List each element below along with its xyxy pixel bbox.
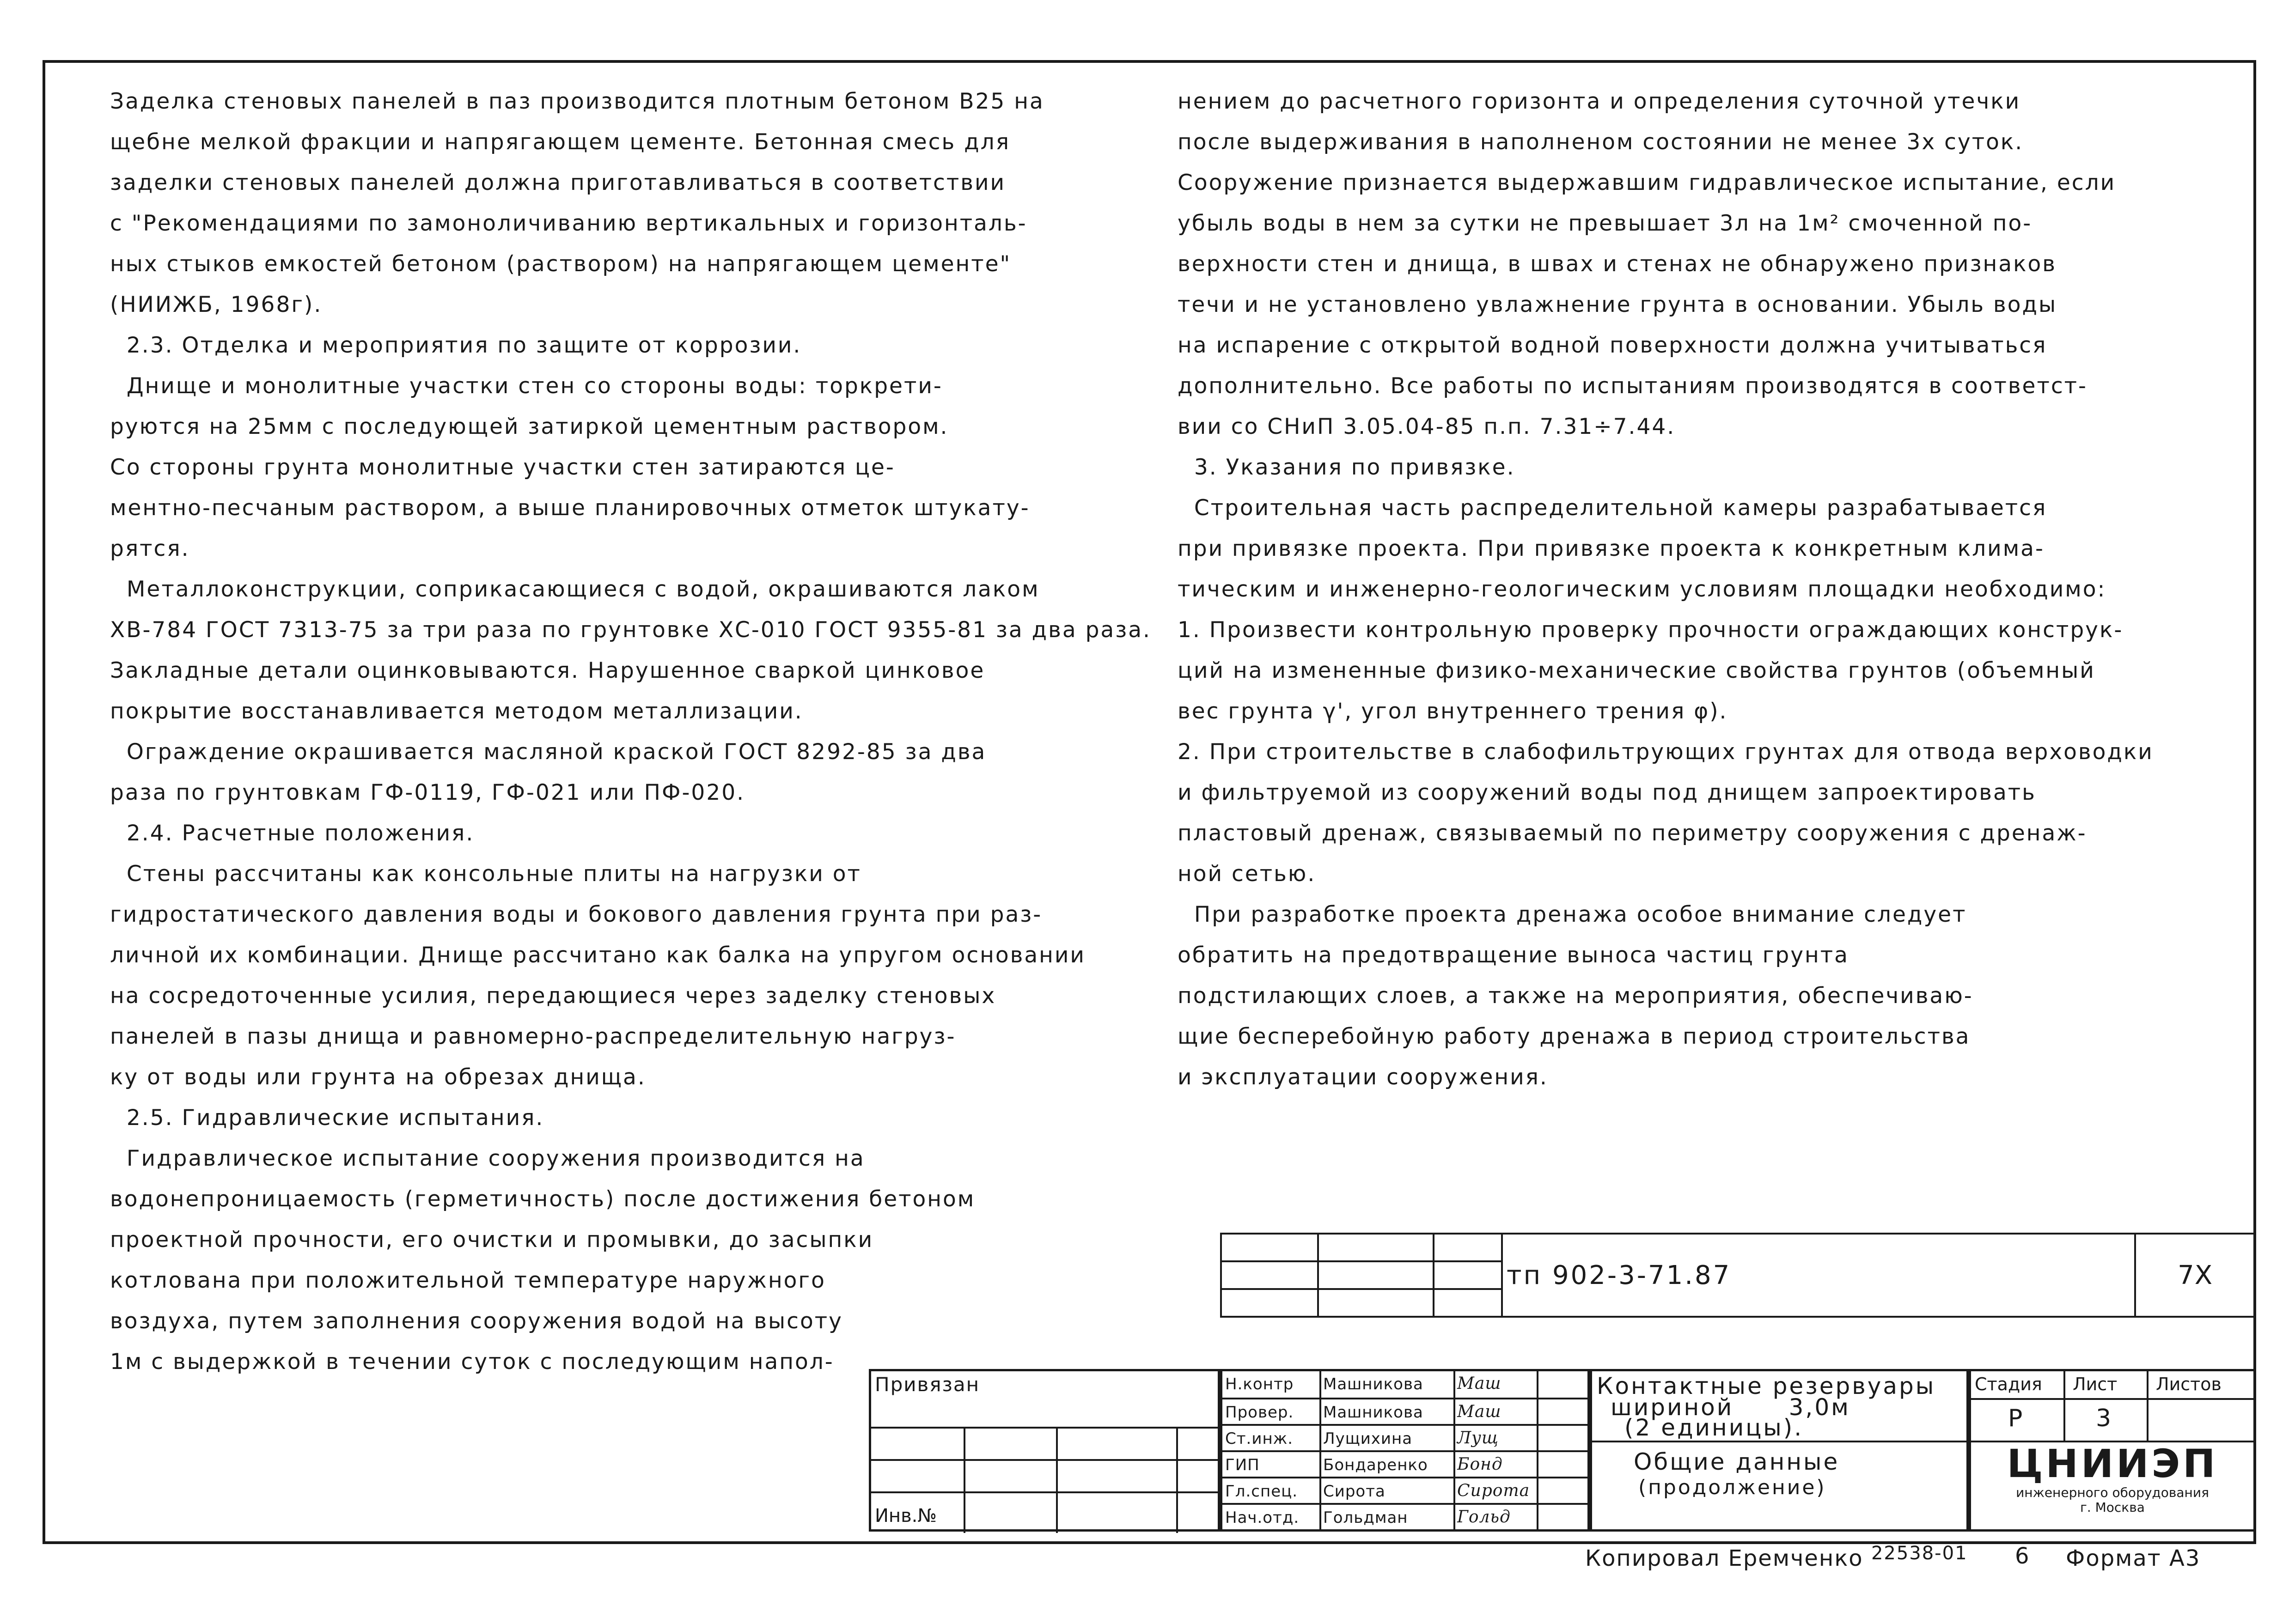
text-line: Гидравлическое испытание сооружения производится на [110, 1146, 865, 1171]
text-line: 2.3. Отделка и мероприятия по защите от коррозии. [110, 333, 802, 358]
text-line: Металлоконструкции, соприкасающиеся с водой, окрашиваются лаком [110, 577, 1040, 602]
text-line: при привязке проекта. При привязке проекта к конкретным клима- [1178, 536, 2045, 561]
role-signature: Сирота [1457, 1481, 1530, 1500]
role-person: Машникова [1323, 1403, 1423, 1422]
text-line: 2. При строительстве в слабофильтрующих грунтах для отвода верховодки [1178, 739, 2154, 765]
role-row [1222, 1450, 1587, 1477]
text-line: ментно-песчаным раствором, а выше планировочных отметок штукату- [110, 495, 1030, 521]
text-line: вии со СНиП 3.05.04-85 п.п. 7.31÷7.44. [1178, 414, 1676, 439]
text-line: вес грунта γ', угол внутреннего трения φ). [1178, 699, 1728, 724]
sheet-value: 3 [2096, 1405, 2112, 1432]
text-line: водонепроницаемость (герметичность) после достижения бетоном [110, 1186, 976, 1212]
col-sheets: Листов [2156, 1374, 2222, 1394]
text-line: Со стороны грунта монолитные участки стен затираются це- [110, 455, 895, 480]
text-line: 3. Указания по привязке. [1178, 455, 1515, 480]
text-line: рятся. [110, 536, 190, 561]
role-title: Ст.инж. [1225, 1429, 1294, 1448]
role-row [1222, 1477, 1587, 1503]
text-line: пластовый дренаж, связываемый по периметру сооружения с дренаж- [1178, 821, 2087, 846]
text-line: воздуха, путем заполнения сооружения водой на высоту [110, 1308, 843, 1334]
role-title: Провер. [1225, 1403, 1294, 1422]
text-line: нением до расчетного горизонта и определения суточной утечки [1178, 89, 2021, 114]
text-line: Сооружение признается выдержавшим гидравлическое испытание, если [1178, 170, 2116, 195]
doc-code: тп 902-3-71.87 [1502, 1234, 2135, 1317]
text-line: после выдерживания в наполненом состоянии не менее 3х суток. [1178, 129, 2024, 155]
org-name: ЦНИИЭП [2007, 1441, 2218, 1486]
text-line: на испарение с открытой водной поверхности должна учитываться [1178, 333, 2047, 358]
text-line: проектной прочности, его очистки и промывки, до засыпки [110, 1227, 874, 1253]
text-line: 2.4. Расчетные положения. [110, 821, 475, 846]
text-line: Строительная часть распределительной камеры разрабатывается [1178, 495, 2047, 521]
text-line: ку от воды или грунта на обрезах днища. [110, 1064, 646, 1090]
title-cell [1590, 1369, 1969, 1532]
org-sub1: инженерного оборудования [2016, 1485, 2209, 1500]
role-title: Н.контр [1225, 1375, 1294, 1393]
subtitle-line2: (продолжение) [1638, 1476, 1826, 1499]
sheet-code: 7Х [2135, 1234, 2255, 1317]
text-line: дополнительно. Все работы по испытаниям производятся в соответст- [1178, 373, 2088, 399]
bound-label: Привязан [875, 1373, 980, 1396]
role-title: ГИП [1225, 1456, 1260, 1474]
col-stage: Стадия [1975, 1374, 2042, 1394]
text-line: гидростатического давления воды и бокового давления грунта при раз- [110, 902, 1043, 927]
role-signature: Гольд [1457, 1508, 1511, 1527]
text-line: руются на 25мм с последующей затиркой цементным раствором. [110, 414, 949, 439]
text-line: ных стыков емкостей бетоном (раствором) на напрягающем цементе" [110, 251, 1012, 277]
role-signature: Бонд [1457, 1455, 1503, 1474]
org-sub2: г. Москва [2080, 1500, 2145, 1515]
text-line: ций на измененные физико-механические свойства грунтов (объемный [1178, 658, 2095, 683]
text-line: Закладные детали оцинковываются. Нарушенное сваркой цинковое [110, 658, 985, 683]
stage-block [1969, 1369, 2256, 1532]
text-line: и фильтруемой из сооружений воды под днищем запроектировать [1178, 780, 2036, 805]
role-person: Машникова [1323, 1375, 1423, 1393]
text-line: 1. Произвести контрольную проверку прочности ограждающих конструк- [1178, 617, 2124, 643]
text-line: с "Рекомендациями по замоноличиванию вертикальных и горизонталь- [110, 211, 1027, 236]
role-person: Гольдман [1323, 1508, 1408, 1527]
footer-copied [1585, 1545, 1968, 1571]
text-line: Ограждение окрашивается масляной краской ГОСТ 8292-85 за два [110, 739, 987, 765]
footer-digit: 6 [2015, 1543, 2030, 1569]
text-line: обратить на предотвращение выноса частиц грунта [1178, 943, 1849, 968]
inv-label: Инв.№ [875, 1505, 937, 1527]
role-row [1222, 1424, 1587, 1450]
title-line3: (2 единицы). [1624, 1414, 1804, 1441]
text-line: панелей в пазы днища и равномерно-распределительную нагруз- [110, 1024, 956, 1049]
col-sheet: Лист [2073, 1374, 2118, 1394]
text-line: ной сетью. [1178, 861, 1316, 887]
text-line: убыль воды в нем за сутки не превышает 3л на 1м² смоченной по- [1178, 211, 2033, 236]
stage-value: Р [2008, 1405, 2023, 1432]
text-line: Стены рассчитаны как консольные плиты на нагрузки от [110, 861, 861, 887]
roles-block [1220, 1369, 1590, 1532]
text-line: и эксплуатации сооружения. [1178, 1064, 1548, 1090]
text-line: течи и не установлено увлажнение грунта в основании. Убыль воды [1178, 292, 2057, 317]
text-line: При разработке проекта дренажа особое внимание следует [1178, 902, 1967, 927]
text-line: Днище и монолитные участки стен со стороны воды: торкрети- [110, 373, 943, 399]
text-line: (НИИЖБ, 1968г). [110, 292, 323, 317]
copied-by: Копировал Еремченко [1585, 1545, 1863, 1571]
role-signature: Лущ [1457, 1429, 1499, 1448]
text-line: 1м с выдержкой в течении суток с последующим напол- [110, 1349, 834, 1375]
text-line: котлована при положительной температуре наружного [110, 1268, 826, 1293]
right-text-column [1178, 81, 2240, 1098]
text-line: покрытие восстанавливается методом металлизации. [110, 699, 803, 724]
role-signature: Маш [1457, 1402, 1502, 1421]
title-line2: шириной 3,0м [1611, 1394, 1850, 1421]
role-row [1222, 1398, 1587, 1424]
role-signature: Маш [1457, 1374, 1502, 1393]
bound-block [869, 1369, 1220, 1532]
text-line: на сосредоточенные усилия, передающиеся через заделку стеновых [110, 983, 996, 1009]
role-row [1222, 1371, 1587, 1398]
left-text-column [110, 81, 1164, 1382]
title-block-upper [1220, 1233, 2256, 1318]
role-person: Бондаренко [1323, 1456, 1428, 1474]
text-line: личной их комбинации. Днище рассчитано как балка на упругом основании [110, 943, 1086, 968]
text-line: щебне мелкой фракции и напрягающем цементе. Бетонная смесь для [110, 129, 1010, 155]
text-line: щие бесперебойную работу дренажа в период строительства [1178, 1024, 1971, 1049]
role-title: Гл.спец. [1225, 1482, 1298, 1501]
role-row [1222, 1503, 1587, 1529]
role-title: Нач.отд. [1225, 1508, 1300, 1527]
title-line1: Контактные резервуары [1597, 1373, 1936, 1399]
footer-format: Формат А3 [2066, 1545, 2201, 1571]
role-person: Лущихина [1323, 1429, 1413, 1448]
subtitle-line1: Общие данные [1634, 1448, 1840, 1475]
text-line: ХВ-784 ГОСТ 7313-75 за три раза по грунтовке ХС-010 ГОСТ 9355-81 за два раза. [110, 617, 1151, 643]
text-line: верхности стен и днища, в швах и стенах не обнаружено признаков [1178, 251, 2057, 277]
text-line: подстилающих слоев, а также на мероприятия, обеспечиваю- [1178, 983, 1973, 1009]
text-line: тическим и инженерно-геологическим условиям площадки необходимо: [1178, 577, 2106, 602]
text-line: заделки стеновых панелей должна приготавливаться в соответствии [110, 170, 1006, 195]
role-person: Сирота [1323, 1482, 1386, 1501]
doc-number: 22538-01 [1871, 1543, 1968, 1564]
text-line: Заделка стеновых панелей в паз производится плотным бетоном В25 на [110, 89, 1044, 114]
text-line: раза по грунтовкам ГФ-0119, ГФ-021 или ПФ-020. [110, 780, 745, 805]
text-line: 2.5. Гидравлические испытания. [110, 1105, 544, 1131]
drawing-frame [43, 60, 2256, 1544]
